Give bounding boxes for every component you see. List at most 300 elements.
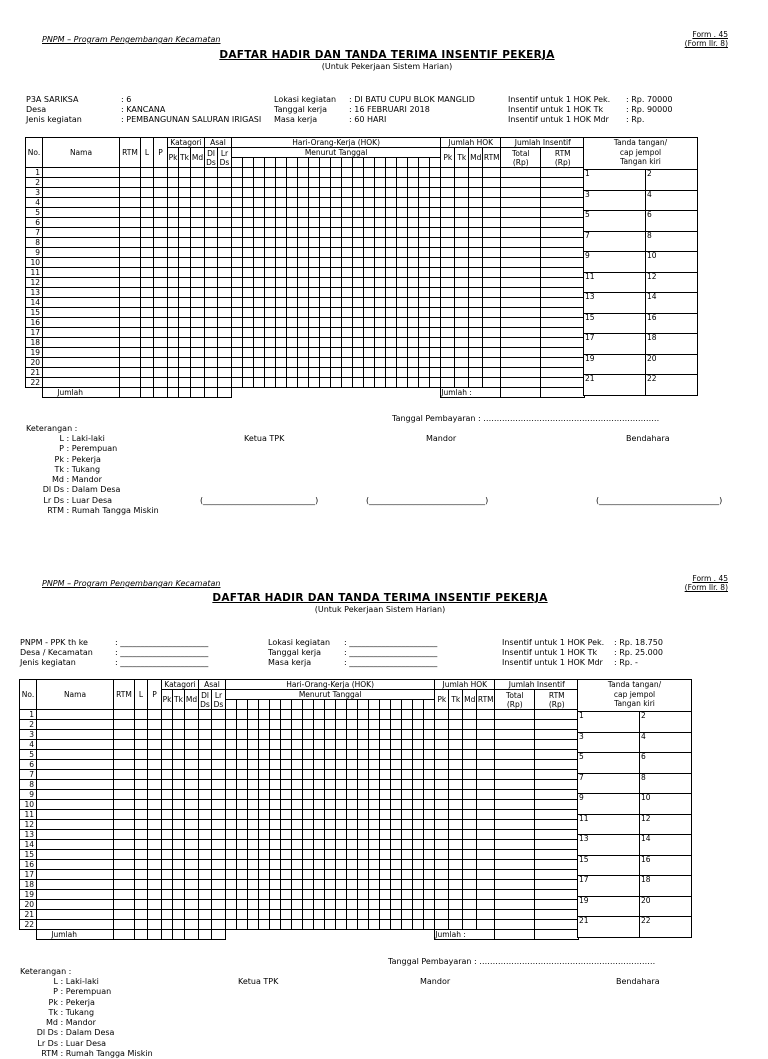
entry-cell <box>386 318 397 328</box>
table-row <box>20 890 579 900</box>
legend-value: Laki-laki <box>65 977 99 986</box>
entry-cell <box>265 258 276 268</box>
entry-cell <box>336 770 347 780</box>
entry-cell <box>342 188 353 198</box>
entry-cell <box>441 258 455 268</box>
jumlah-cell <box>191 388 205 398</box>
entry-cell <box>408 298 419 308</box>
entry-cell <box>259 880 270 890</box>
entry-cell <box>435 880 449 890</box>
entry-cell <box>179 288 191 298</box>
entry-cell <box>495 730 535 740</box>
entry-cell <box>212 880 226 890</box>
entry-cell <box>469 228 483 238</box>
entry-cell <box>331 178 342 188</box>
entry-cell <box>212 870 226 880</box>
entry-cell <box>212 830 226 840</box>
jumlah-cell <box>179 388 191 398</box>
entry-cell <box>380 770 391 780</box>
entry-cell <box>292 880 303 890</box>
entry-cell <box>162 920 173 930</box>
row-number: 17 <box>26 328 43 338</box>
entry-cell <box>441 278 455 288</box>
signature-slot-number: 7 <box>585 230 590 240</box>
entry-cell <box>185 780 199 790</box>
table-row <box>20 830 579 840</box>
entry-cell <box>325 800 336 810</box>
entry-cell <box>276 378 287 388</box>
entry-cell <box>154 168 168 178</box>
entry-cell <box>483 178 501 188</box>
entry-cell <box>435 840 449 850</box>
entry-cell <box>419 368 430 378</box>
legend-item <box>20 434 159 444</box>
entry-cell <box>413 800 424 810</box>
signature-slot-number: 19 <box>585 353 595 363</box>
entry-cell <box>205 368 218 378</box>
entry-cell <box>331 298 342 308</box>
entry-cell <box>535 920 579 930</box>
entry-cell <box>212 710 226 720</box>
entry-cell <box>408 268 419 278</box>
entry-cell <box>141 258 154 268</box>
entry-cell <box>270 810 281 820</box>
entry-cell <box>191 238 205 248</box>
entry-cell <box>386 188 397 198</box>
entry-cell <box>226 870 237 880</box>
masa-label: Masa kerja <box>268 658 312 667</box>
signature-row-line <box>584 231 697 232</box>
entry-cell <box>276 358 287 368</box>
legend-value: Dalam Desa <box>71 485 121 495</box>
entry-cell <box>37 710 114 720</box>
entry-cell <box>331 228 342 238</box>
col-rtm: RTM <box>120 138 141 168</box>
legend-key: P <box>53 987 58 997</box>
entry-cell <box>331 308 342 318</box>
entry-cell <box>179 378 191 388</box>
entry-cell <box>424 790 435 800</box>
entry-cell <box>331 268 342 278</box>
entry-cell <box>254 378 265 388</box>
jumlah-blank <box>320 388 331 398</box>
entry-cell <box>455 218 469 228</box>
jumlah-blank <box>419 388 430 398</box>
entry-cell <box>413 820 424 830</box>
col-katagori: Katagori <box>168 138 205 148</box>
entry-cell <box>364 298 375 308</box>
entry-cell <box>364 348 375 358</box>
legend-item <box>14 977 153 987</box>
entry-cell <box>243 248 254 258</box>
entry-cell <box>380 870 391 880</box>
entry-cell <box>248 870 259 880</box>
entry-cell <box>265 288 276 298</box>
entry-cell <box>495 920 535 930</box>
entry-cell <box>232 198 243 208</box>
entry-cell <box>397 178 408 188</box>
table-row <box>26 338 585 348</box>
entry-cell <box>276 248 287 258</box>
entry-cell <box>449 840 463 850</box>
entry-cell <box>254 308 265 318</box>
entry-cell <box>347 770 358 780</box>
entry-cell <box>369 860 380 870</box>
entry-cell <box>37 820 114 830</box>
entry-cell <box>303 750 314 760</box>
entry-cell <box>141 308 154 318</box>
signature-row-line <box>584 333 697 334</box>
entry-cell <box>135 830 148 840</box>
entry-cell <box>435 710 449 720</box>
legend-item <box>20 485 159 495</box>
legend-separator: : <box>58 977 66 986</box>
entry-cell <box>168 308 179 318</box>
entry-cell <box>347 900 358 910</box>
entry-cell <box>199 800 212 810</box>
entry-cell <box>419 288 430 298</box>
entry-cell <box>212 770 226 780</box>
signature-row-line <box>584 251 697 252</box>
entry-cell <box>226 850 237 860</box>
legend-item <box>20 444 159 454</box>
entry-cell <box>358 790 369 800</box>
entry-cell <box>364 338 375 348</box>
legend-value: Mandor <box>71 475 102 485</box>
entry-cell <box>413 740 424 750</box>
signature-row-line <box>584 210 697 211</box>
entry-cell <box>424 870 435 880</box>
legend-key: RTM <box>47 506 64 516</box>
entry-cell <box>199 790 212 800</box>
entry-cell <box>397 168 408 178</box>
entry-cell <box>541 328 585 338</box>
entry-cell <box>353 248 364 258</box>
entry-cell <box>114 840 135 850</box>
entry-cell <box>413 900 424 910</box>
entry-cell <box>535 770 579 780</box>
entry-cell <box>402 750 413 760</box>
signature-header <box>584 138 697 170</box>
entry-cell <box>483 298 501 308</box>
entry-cell <box>43 218 120 228</box>
signature-slot-number: 4 <box>647 189 652 199</box>
legend-separator: : <box>64 495 72 505</box>
entry-cell <box>287 338 298 348</box>
legend-separator: : <box>64 464 72 474</box>
entry-cell <box>369 890 380 900</box>
entry-cell <box>449 850 463 860</box>
entry-cell <box>477 760 495 770</box>
entry-cell <box>358 910 369 920</box>
entry-cell <box>265 238 276 248</box>
signature-slot-number: 9 <box>585 251 590 260</box>
entry-cell <box>342 338 353 348</box>
entry-cell <box>449 920 463 930</box>
entry-cell <box>179 308 191 318</box>
entry-cell <box>168 348 179 358</box>
col-insentif-rtm <box>541 148 585 168</box>
row-number: 7 <box>26 228 43 238</box>
entry-cell <box>292 830 303 840</box>
entry-cell <box>199 870 212 880</box>
entry-cell <box>185 900 199 910</box>
entry-cell <box>37 720 114 730</box>
entry-cell <box>243 358 254 368</box>
entry-cell <box>325 740 336 750</box>
entry-cell <box>320 248 331 258</box>
form-number-line2: (Form Ilr. 8) <box>684 583 728 592</box>
row-number: 18 <box>20 880 37 890</box>
entry-cell <box>435 730 449 740</box>
entry-cell <box>391 900 402 910</box>
entry-cell <box>463 790 477 800</box>
insentif-mdr-label: Insentif untuk 1 HOK Mdr <box>508 115 609 124</box>
entry-cell <box>325 820 336 830</box>
entry-cell <box>535 850 579 860</box>
signature-row-line <box>578 773 691 774</box>
signature-row-line <box>578 752 691 753</box>
entry-cell <box>413 910 424 920</box>
entry-cell <box>179 328 191 338</box>
entry-cell <box>477 770 495 780</box>
entry-cell <box>259 860 270 870</box>
table-row <box>20 740 579 750</box>
jumlah-blank <box>375 388 386 398</box>
entry-cell <box>309 228 320 238</box>
entry-cell <box>191 178 205 188</box>
entry-cell <box>435 910 449 920</box>
entry-cell <box>248 720 259 730</box>
entry-cell <box>375 218 386 228</box>
entry-cell <box>43 238 120 248</box>
date-header-cell <box>314 700 325 710</box>
entry-cell <box>168 278 179 288</box>
entry-cell <box>43 348 120 358</box>
col-jumlah-tk: Tk <box>449 690 463 710</box>
entry-cell <box>226 910 237 920</box>
entry-cell <box>424 780 435 790</box>
entry-cell <box>535 730 579 740</box>
entry-cell <box>281 790 292 800</box>
entry-cell <box>369 730 380 740</box>
entry-cell <box>483 308 501 318</box>
entry-cell <box>135 910 148 920</box>
program-header: PNPM – Program Pengembangan Kecamatan <box>42 579 221 588</box>
entry-cell <box>483 188 501 198</box>
entry-cell <box>430 198 441 208</box>
entry-cell <box>463 850 477 860</box>
entry-cell <box>441 328 455 338</box>
entry-cell <box>254 218 265 228</box>
entry-cell <box>353 288 364 298</box>
entry-cell <box>336 880 347 890</box>
entry-cell <box>353 218 364 228</box>
entry-cell <box>325 750 336 760</box>
entry-cell <box>259 840 270 850</box>
col-md: Md <box>191 148 205 168</box>
entry-cell <box>463 900 477 910</box>
entry-cell <box>135 750 148 760</box>
entry-cell <box>114 830 135 840</box>
entry-cell <box>265 208 276 218</box>
entry-cell <box>380 830 391 840</box>
entry-cell <box>162 820 173 830</box>
entry-cell <box>259 750 270 760</box>
entry-cell <box>419 378 430 388</box>
legend-item <box>14 1018 153 1028</box>
entry-cell <box>135 840 148 850</box>
entry-cell <box>303 710 314 720</box>
entry-cell <box>120 208 141 218</box>
jumlah-cell <box>212 930 226 940</box>
entry-cell <box>430 358 441 368</box>
entry-cell <box>168 368 179 378</box>
col-jumlah-hok: Jumlah HOK <box>441 138 501 148</box>
entry-cell <box>430 348 441 358</box>
row-number: 2 <box>20 720 37 730</box>
date-header-cell <box>430 158 441 168</box>
entry-cell <box>270 740 281 750</box>
entry-cell <box>37 760 114 770</box>
col-jumlah-insentif: Jumlah Insentif <box>495 680 579 690</box>
entry-cell <box>435 750 449 760</box>
keterangan-label: Keterangan : <box>20 967 72 976</box>
row-number: 8 <box>26 238 43 248</box>
entry-cell <box>469 188 483 198</box>
entry-cell <box>141 198 154 208</box>
entry-cell <box>495 780 535 790</box>
form-number-line2: (Form Ilr. 8) <box>684 39 728 48</box>
entry-cell <box>43 298 120 308</box>
rtm-label: RTM <box>554 148 571 158</box>
entry-cell <box>342 268 353 278</box>
entry-cell <box>535 900 579 910</box>
entry-cell <box>270 840 281 850</box>
entry-cell <box>292 870 303 880</box>
legend-item <box>14 1008 153 1018</box>
entry-cell <box>424 760 435 770</box>
entry-cell <box>477 750 495 760</box>
jumlah-blank <box>259 930 270 940</box>
entry-cell <box>320 298 331 308</box>
jumlah-blank <box>369 930 380 940</box>
jumlah-blank <box>402 930 413 940</box>
entry-cell <box>298 248 309 258</box>
entry-cell <box>114 820 135 830</box>
entry-cell <box>449 820 463 830</box>
entry-cell <box>380 760 391 770</box>
entry-cell <box>254 288 265 298</box>
entry-cell <box>218 188 232 198</box>
entry-cell <box>162 810 173 820</box>
entry-cell <box>419 218 430 228</box>
entry-cell <box>303 740 314 750</box>
entry-cell <box>331 238 342 248</box>
entry-cell <box>287 348 298 358</box>
entry-cell <box>419 328 430 338</box>
entry-cell <box>287 378 298 388</box>
col-hok-subtitle: Menurut Tanggal <box>232 148 441 158</box>
signature-slot-number: 16 <box>647 312 657 322</box>
entry-cell <box>243 318 254 328</box>
entry-cell <box>391 880 402 890</box>
entry-cell <box>369 920 380 930</box>
entry-cell <box>218 218 232 228</box>
entry-cell <box>179 338 191 348</box>
entry-cell <box>37 830 114 840</box>
entry-cell <box>162 710 173 720</box>
entry-cell <box>205 318 218 328</box>
entry-cell <box>435 830 449 840</box>
entry-cell <box>353 338 364 348</box>
entry-cell <box>541 198 585 208</box>
signature-row-line <box>578 732 691 733</box>
entry-cell <box>281 750 292 760</box>
entry-cell <box>386 328 397 338</box>
jumlah-blank <box>232 388 243 398</box>
entry-cell <box>375 368 386 378</box>
entry-cell <box>232 368 243 378</box>
entry-cell <box>495 850 535 860</box>
entry-cell <box>120 238 141 248</box>
entry-cell <box>419 228 430 238</box>
entry-cell <box>397 338 408 348</box>
jumlah-cell <box>154 388 168 398</box>
entry-cell <box>226 890 237 900</box>
entry-cell <box>212 860 226 870</box>
entry-cell <box>218 328 232 338</box>
table-row <box>26 328 585 338</box>
signature-slot-number: 18 <box>647 333 657 342</box>
entry-cell <box>276 288 287 298</box>
entry-cell <box>232 338 243 348</box>
entry-cell <box>179 258 191 268</box>
program-header: PNPM – Program Pengembangan Kecamatan <box>42 35 221 44</box>
entry-cell <box>477 720 495 730</box>
col-jumlah-pk: Pk <box>441 148 455 168</box>
legend-key: Md <box>46 1018 58 1028</box>
entry-cell <box>477 790 495 800</box>
entry-cell <box>469 218 483 228</box>
entry-cell <box>424 730 435 740</box>
entry-cell <box>148 810 162 820</box>
signature-slot-number: 6 <box>647 210 652 219</box>
legend-key: Md <box>52 475 64 485</box>
entry-cell <box>391 840 402 850</box>
entry-cell <box>541 338 585 348</box>
entry-cell <box>375 328 386 338</box>
entry-cell <box>325 870 336 880</box>
entry-cell <box>309 208 320 218</box>
date-header-cell <box>369 700 380 710</box>
row-number: 1 <box>20 710 37 720</box>
legend-key: Lr Ds <box>43 495 64 505</box>
col-l: L <box>135 680 148 710</box>
entry-cell <box>43 168 120 178</box>
entry-cell <box>353 348 364 358</box>
entry-cell <box>248 770 259 780</box>
entry-cell <box>226 830 237 840</box>
entry-cell <box>501 268 541 278</box>
entry-cell <box>248 910 259 920</box>
entry-cell <box>469 328 483 338</box>
entry-cell <box>314 890 325 900</box>
entry-cell <box>541 168 585 178</box>
entry-cell <box>303 850 314 860</box>
entry-cell <box>336 790 347 800</box>
signature-slot-number: 19 <box>579 895 589 905</box>
